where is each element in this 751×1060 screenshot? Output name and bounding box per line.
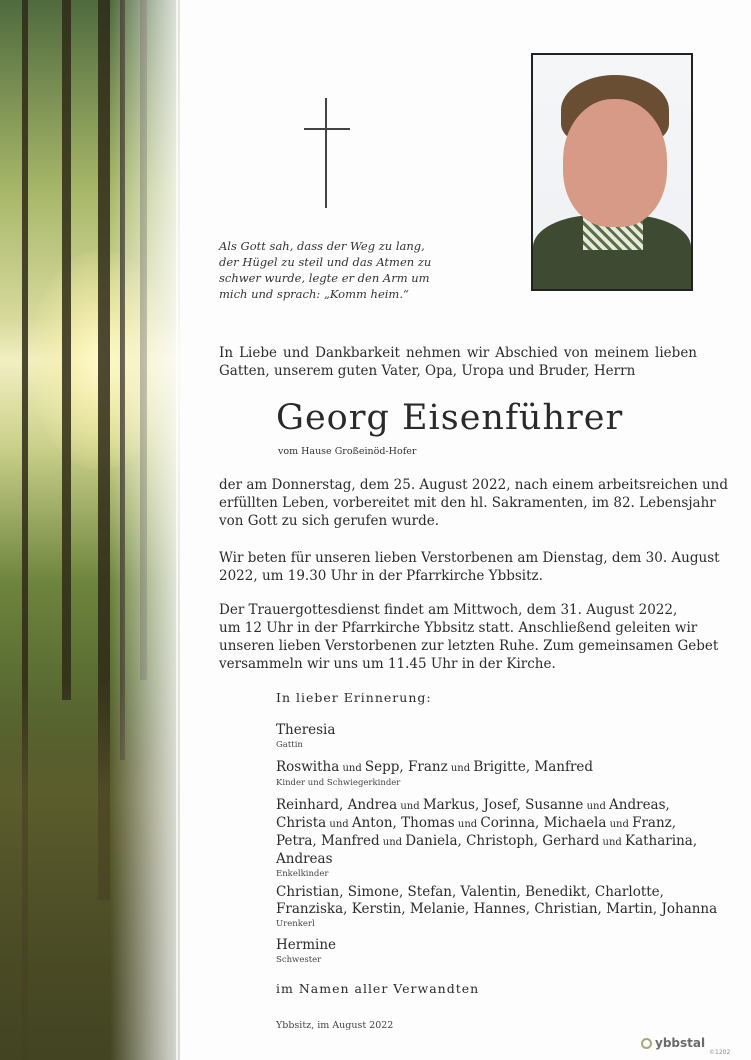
quote-line: schwer wurde, legte er den Arm um (219, 271, 430, 285)
cross-icon (325, 98, 327, 208)
mourner-group-sister (276, 937, 706, 965)
prayer-paragraph (219, 549, 720, 585)
mourner-names: Franziska, Kerstin, Melanie, Hannes, Christian, Martin, Johanna (276, 901, 718, 917)
mourner-group-grandchildren (276, 797, 706, 879)
house-name: vom Hause Großeinöd-Hofer (278, 446, 417, 457)
portrait-face (563, 99, 667, 227)
intro-text: In Liebe und Dankbarkeit nehmen wir Abschied von meinem lieben Gatten, unserem guten Vater, Opa, Uropa und Bruder, Herrn (219, 345, 697, 379)
cross-icon-bar (304, 128, 350, 130)
image-fade (110, 0, 190, 1060)
mourner-role: Gattin (276, 740, 303, 750)
memory-heading: In lieber Erinnerung: (276, 690, 432, 705)
mourner-role: Kinder und Schwiegerkinder (276, 778, 401, 788)
ybbstal-logo (641, 1036, 705, 1050)
paragraph-line: erfüllten Leben, vorbereitet mit den hl. Sakramenten, im 82. Lebensjahr (219, 495, 716, 511)
mourner-role: Enkelkinder (276, 869, 329, 879)
mourner-names: Theresia (276, 722, 336, 738)
mourner-group-great-grandchildren (276, 884, 718, 929)
mourner-names: Petra, Manfred und Daniela, Christoph, Gerhard und Katharina, (276, 833, 698, 849)
mourner-names: Roswitha und Sepp, Franz und Brigitte, Manfred (276, 759, 594, 775)
paragraph-line: versammeln wir uns um 11.45 Uhr in der Kirche. (219, 656, 556, 672)
mourner-names: Hermine (276, 937, 337, 953)
paragraph-line: Wir beten für unseren lieben Verstorbenen am Dienstag, dem 30. August (219, 550, 720, 566)
tree-trunk (62, 0, 71, 700)
logo-icon (641, 1038, 652, 1049)
paragraph-line: um 12 Uhr in der Pfarrkirche Ybbsitz statt. Anschließend geleiten wir (219, 620, 698, 636)
paragraph-line: der am Donnerstag, dem 25. August 2022, nach einem arbeitsreichen und (219, 477, 728, 493)
closing-line: im Namen aller Verwandten (276, 981, 480, 996)
paragraph-line: von Gott zu sich gerufen wurde. (219, 513, 440, 529)
deceased-name: Georg Eisenführer (276, 398, 624, 438)
logo-text: ybbstal (655, 1036, 706, 1050)
mourner-names: Andreas (276, 851, 333, 867)
mourner-group-children (276, 759, 706, 788)
forest-image (0, 0, 180, 1060)
paragraph-line: Der Trauergottesdienst findet am Mittwoch, dem 31. August 2022, (219, 602, 678, 618)
mourner-group-wife (276, 722, 706, 750)
mourner-names: Christa und Anton, Thomas und Corinna, Michaela und Franz, (276, 815, 677, 831)
quote-line: mich und sprach: „Komm heim.“ (219, 287, 409, 301)
portrait-photo (531, 53, 693, 291)
image-edge (176, 0, 178, 1060)
paragraph-line: unseren lieben Verstorbenen zur letzten Ruhe. Zum gemeinsamen Gebet (219, 638, 719, 654)
print-code: ©1202 (709, 1049, 731, 1056)
quote-line: Als Gott sah, dass der Weg zu lang, (219, 239, 425, 253)
paragraph-line: 2022, um 19.30 Uhr in der Pfarrkirche Ybbsitz. (219, 568, 543, 584)
place-date: Ybbsitz, im August 2022 (276, 1020, 394, 1031)
quote-line: der Hügel zu steil und das Atmen zu (219, 255, 432, 269)
mourner-role: Urenkerl (276, 919, 315, 929)
death-paragraph (219, 476, 728, 530)
quote (219, 238, 432, 302)
funeral-paragraph (219, 601, 719, 673)
mourner-names: Reinhard, Andrea und Markus, Josef, Susanne und Andreas, (276, 797, 670, 813)
mourner-role: Schwester (276, 955, 322, 965)
mourner-names: Christian, Simone, Stefan, Valentin, Benedikt, Charlotte, (276, 884, 664, 900)
